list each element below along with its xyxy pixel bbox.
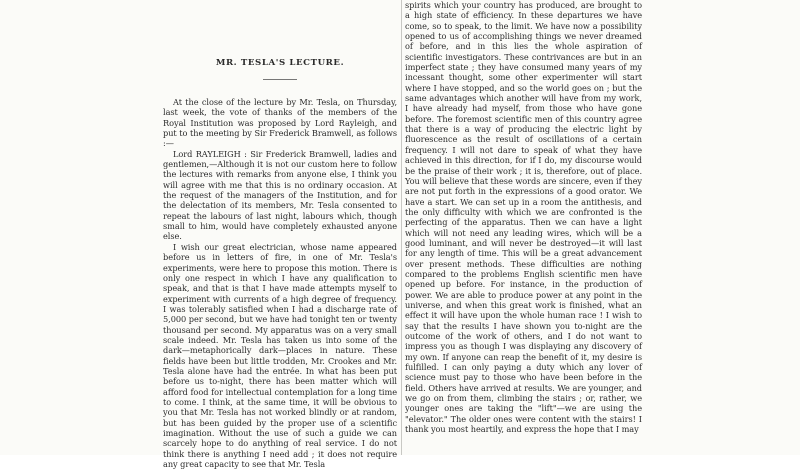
left-column xyxy=(163,0,397,469)
column-divider xyxy=(401,0,402,455)
right-column xyxy=(405,0,642,455)
left-paragraph-1: At the close of the lecture by Mr. Tesla, on Thursday, last week, the vote of thanks of the members of the Royal Institution was proposed by Lord Rayleigh, and put to the meeting by Sir Frederick Bramwell, as follows :— xyxy=(163,97,397,149)
heading-rule xyxy=(263,79,297,80)
left-paragraph-3: I wish our great electrician, whose name appeared before us in letters of fire, in one of Mr. Tesla's experiments, were here to propose this motion. There is only one respect in which I have any qualification to speak, and that is that I have made attempts myself to experiment with currents of a high degree of frequency. I was tolerably satisfied when I had a discharge rate of 5,000 per second, but we have had tonight ten or twenty thousand per second. My apparatus was on a very small scale indeed. Mr. Tesla has taken us into some of the dark—metaphorically dark—places in nature. These fields have been but little trodden, Mr. Crookes and Mr. Tesla alone have had the entrée. In what has been put before us to-night, there has been matter which will afford food for intellectual contemplation for a long time to come. I think, at the same time, it will be obvious to you that Mr. Tesla has not worked blindly or at random, but has been guided by the proper use of a scientific imagination. Without the use of such a guide we can scarcely hope to do anything of real service. I do not think there is anything I need add ; it does not require any great capacity to see that Mr. Tesla xyxy=(163,241,397,469)
article-heading: MR. TESLA'S LECTURE. xyxy=(215,58,345,68)
left-paragraph-2: Lord RAYLEIGH : Sir Frederick Bramwell, ladies and gentlemen,—Although it is not our custom here to follow the lectures with remarks from anyone else, I think you will agree with me that this is no ordinary occasion. At the request of the managers of the Institution, and for the delectation of its members, Mr. Tesla consented to repeat the labours of last night, labours which, though small to him, would have completely exhausted anyone else. xyxy=(163,148,397,242)
right-paragraph-1: spirits which your country has produced, are brought to a high state of efficiency. In these departures we have come, so to speak, to the limit. We have now a possibility opened to us of accomplishing things we never dreamed of before, and in this lies the whole aspiration of scientific investigators. These contrivances are but in an imperfect state ; they have consumed many years of my incessant thought, some other experimenter will start where I have stopped, and so the world goes on ; but the same advantages which another will have from my work, I have already had myself, from those who have gone before. The foremost scientific men of this country agree that there is a way of producing the electric light by fluorescence as the result of oscillations of a certain frequency. I will not dare to speak of what they have achieved in this direction, for if I do, my discourse would be the praise of their work ; it is, therefore, out of place. You will believe that these words are sincere, even if they are not put forth in the expressions of a good orator. We have a start. We can set up in a room the antithesis, and the only difficulty with which we are confronted is the perfecting of the apparatus. Then we can have a light which will not need any leading wires, which will be a good luminant, and will never be destroyed—it will last for any length of time. This will be a great advancement over present methods. These difficulties are nothing compared to the problems English scientific men have opened up before. For instance, in the production of power. We are able to produce power at any point in the universe, and when this great work is finished, what an effect it will have upon the whole human race ! I wish to say that the results I have shown you to-night are the outcome of the work of others, and I do not want to impress you as though I was displaying any discovery of my own. If anyone can reap the benefit of it, my desire is fulfilled. I can only paying a duty which any lover of science must pay to those who have been before in the field. Others have arrived at results. We are younger, and we go on from them, climbing the stairs ; or, rather, we younger ones are taking the "lift"—we are using the "elevator." The older ones were content with the stairs! I thank you most heartily, and express the hope that I may xyxy=(405,0,642,435)
